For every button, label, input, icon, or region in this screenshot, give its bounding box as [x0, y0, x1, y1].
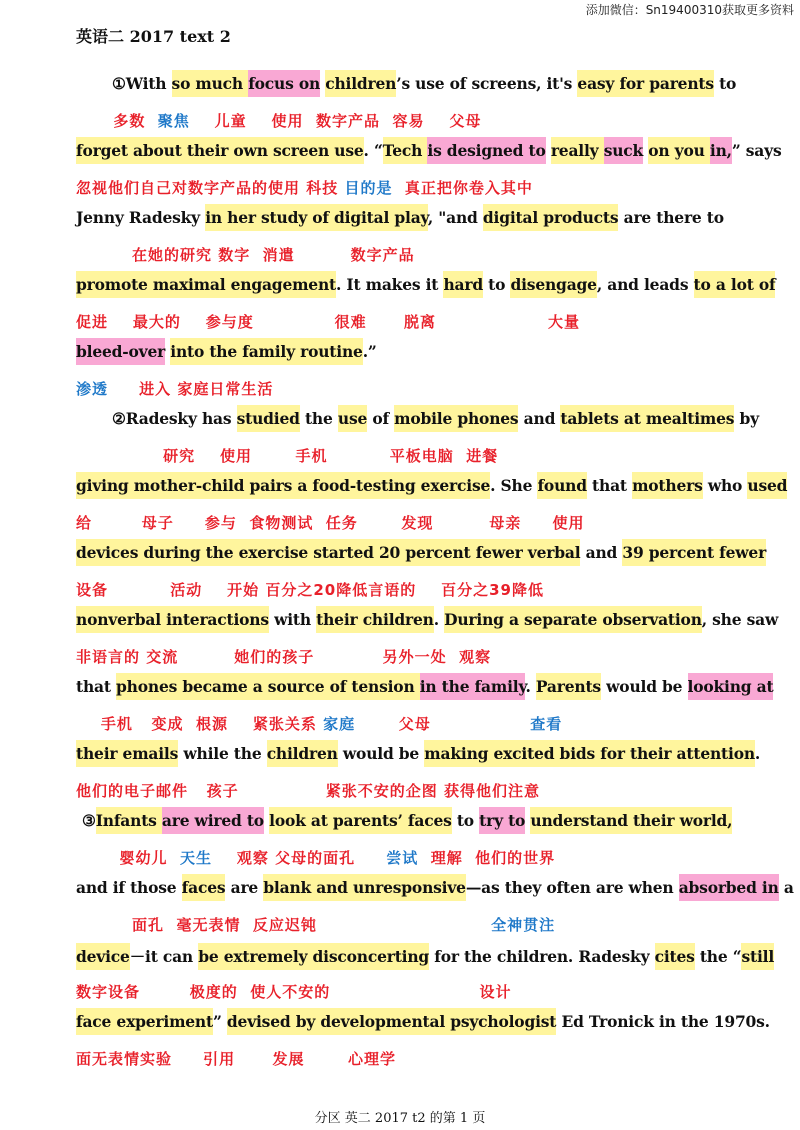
text-segment: bleed-over — [76, 338, 165, 365]
english-line — [76, 208, 724, 227]
annotation-segment: 多数 — [76, 112, 158, 130]
text-segment: face experiment — [76, 1008, 213, 1035]
text-segment: that — [586, 476, 633, 495]
text-segment: the “ — [694, 947, 742, 966]
text-segment: with — [268, 610, 317, 629]
text-segment: that — [76, 677, 117, 696]
text-segment: focus on — [248, 70, 320, 97]
english-line — [76, 1012, 770, 1031]
text-segment: device — [76, 943, 130, 970]
annotation-segment: 他们的电子邮件 孩子 紧张不安的企图 获得他们注意 — [76, 782, 541, 800]
annotation-segment: 真正把你卷入其中 — [392, 179, 533, 197]
text-segment: and if those — [76, 878, 182, 897]
text-segment: ” says — [731, 141, 782, 160]
text-segment: who — [702, 476, 748, 495]
english-line — [112, 409, 759, 428]
text-segment: to — [482, 275, 511, 294]
annotation-segment: 父母 — [355, 715, 531, 733]
annotation-segment: 在她的研究 数字 消遣 数字产品 — [76, 246, 415, 264]
annotation-segment: 给 母子 参与 食物测试 任务 发现 母亲 使用 — [76, 514, 585, 532]
text-segment: easy for parents — [577, 70, 713, 97]
text-segment: really — [551, 137, 604, 164]
text-segment: used — [747, 472, 787, 499]
text-segment: in her study of digital play — [205, 204, 428, 231]
chinese-annotation-line — [76, 110, 481, 131]
annotation-segment: 忽视他们自己对数字产品的使用 科技 — [76, 179, 345, 197]
text-segment: devices during the exercise started 20 percent fewer verbal — [76, 539, 580, 566]
chinese-annotation-line — [76, 981, 512, 1002]
english-line — [82, 811, 732, 830]
annotation-segment: 研究 使用 手机 平板电脑 进餐 — [76, 447, 499, 465]
text-segment: During a separate observation — [444, 606, 702, 633]
text-segment: is designed to — [427, 137, 545, 164]
english-line — [76, 342, 377, 361]
annotation-segment: 非语言的 交流 她们的孩子 另外一处 观察 — [76, 648, 492, 666]
chinese-annotation-line — [76, 847, 555, 868]
text-segment: so much — [172, 70, 249, 97]
text-segment: giving mother-child pairs a food-testing exercise — [76, 472, 490, 499]
annotation-segment: 天生 — [180, 849, 213, 867]
text-segment: understand their world, — [530, 807, 732, 834]
chinese-annotation-line — [76, 1048, 396, 1069]
text-segment: look at parents’ faces — [269, 807, 452, 834]
top-note: 添加微信：Sn19400310获取更多资料 — [585, 3, 794, 17]
annotation-segment: 理解 他们的世界 — [418, 849, 556, 867]
text-segment: －it can — [129, 947, 199, 966]
text-segment: disengage — [510, 271, 596, 298]
text-segment: ①With — [112, 74, 172, 93]
text-segment: making excited bids for their attention — [424, 740, 755, 767]
text-segment: use — [338, 405, 367, 432]
text-segment: , "and — [427, 208, 483, 227]
chinese-annotation-line — [76, 244, 415, 265]
text-segment: into the family routine — [170, 338, 362, 365]
annotation-segment: 尝试 — [386, 849, 419, 867]
annotation-segment: 促进 最大的 参与度 很难 脱离 大量 — [76, 313, 580, 331]
text-segment: while the — [178, 744, 267, 763]
text-segment: Infants — [96, 807, 162, 834]
text-segment: devised by developmental psychologist — [227, 1008, 556, 1035]
text-segment: . “ — [363, 141, 383, 160]
text-segment: phones became a source of tension — [116, 673, 420, 700]
annotation-segment: 查看 — [530, 715, 563, 733]
english-line — [76, 744, 760, 763]
english-line — [76, 945, 774, 967]
chinese-annotation-line — [76, 512, 584, 533]
annotation-segment: 目的是 — [344, 179, 393, 197]
text-segment: , she saw — [701, 610, 779, 629]
chinese-annotation-line — [76, 177, 533, 198]
text-segment: Jenny Radesky — [76, 208, 206, 227]
annotation-segment: 手机 变成 根源 紧张关系 — [76, 715, 324, 733]
page-footer: 分区 英二 2017 t2 的第 1 页 — [314, 1111, 486, 1126]
annotation-segment: 观察 父母的面孔 — [212, 849, 387, 867]
text-segment: .” — [362, 342, 377, 361]
text-segment: in the family — [420, 673, 526, 700]
text-segment: to a lot of — [694, 271, 776, 298]
english-line — [76, 141, 781, 160]
text-segment: promote maximal engagement — [76, 271, 336, 298]
chinese-annotation-line — [76, 780, 540, 801]
text-segment: faces — [182, 874, 226, 901]
text-segment: a — [778, 878, 794, 897]
chinese-annotation-line — [76, 579, 544, 600]
annotation-segment: 渗透 — [76, 380, 109, 398]
text-segment: absorbed in — [679, 874, 779, 901]
text-segment: mobile phones — [394, 405, 518, 432]
text-segment: by — [734, 409, 759, 428]
text-segment: the — [299, 409, 338, 428]
text-segment: found — [537, 472, 586, 499]
text-segment: would be — [600, 677, 688, 696]
text-segment: blank and unresponsive — [263, 874, 466, 901]
text-segment: . She — [490, 476, 538, 495]
text-segment: Parents — [536, 673, 601, 700]
chinese-annotation-line — [76, 445, 498, 466]
english-line — [76, 878, 794, 897]
text-segment: —as they often are when — [465, 878, 679, 897]
text-segment: still — [741, 943, 774, 970]
annotation-segment: 设备 活动 开始 百分之20降低言语的 百分之39降低 — [76, 581, 544, 599]
chinese-annotation-line — [76, 713, 562, 734]
chinese-annotation-line — [76, 646, 491, 667]
text-segment: forget about their own screen use — [76, 137, 364, 164]
text-segment: studied — [237, 405, 300, 432]
text-segment: , and leads — [596, 275, 694, 294]
text-segment: hard — [443, 271, 483, 298]
text-segment: 39 percent fewer — [622, 539, 766, 566]
annotation-segment: 家庭 — [323, 715, 356, 733]
text-segment: their children — [316, 606, 434, 633]
annotation-segment: 面无表情实验 引用 发展 心理学 — [76, 1050, 397, 1068]
annotation-segment: 婴幼儿 — [76, 849, 180, 867]
english-line — [76, 677, 773, 696]
annotation-segment: 数字设备 极度的 使人不安的 设计 — [76, 983, 512, 1001]
text-segment: on you — [648, 137, 710, 164]
text-segment: are there to — [618, 208, 724, 227]
english-line — [112, 74, 736, 93]
text-segment: to — [451, 811, 480, 830]
text-segment: ’s use of screens, it's — [396, 74, 578, 93]
english-line — [76, 543, 766, 562]
text-segment: be extremely disconcerting — [198, 943, 429, 970]
text-segment: tablets at mealtimes — [560, 405, 734, 432]
text-segment: and — [518, 409, 561, 428]
text-segment: children — [325, 70, 396, 97]
annotation-segment: 儿童 使用 数字产品 容易 父母 — [214, 112, 482, 130]
text-segment: children — [267, 740, 338, 767]
text-segment: looking at — [688, 673, 774, 700]
text-segment: their emails — [76, 740, 178, 767]
english-line — [76, 275, 775, 294]
text-segment: . — [754, 744, 761, 763]
annotation-segment: 全神贯注 — [491, 916, 556, 934]
text-segment: of — [367, 409, 395, 428]
text-segment: Ed Tronick in the 1970s. — [556, 1012, 770, 1031]
text-segment: . It makes it — [336, 275, 444, 294]
text-segment: and — [580, 543, 623, 562]
text-segment: . — [525, 677, 536, 696]
text-segment: digital products — [483, 204, 619, 231]
text-segment: cites — [655, 943, 695, 970]
annotation-segment: 进入 家庭日常生活 — [108, 380, 274, 398]
english-line — [76, 610, 778, 629]
text-segment: in, — [710, 137, 732, 164]
text-segment: for the children. Radesky — [429, 947, 655, 966]
text-segment: are wired to — [162, 807, 264, 834]
annotation-segment: 面孔 毫无表情 反应迟钝 — [76, 916, 492, 934]
text-segment: ” — [212, 1012, 227, 1031]
text-segment: . — [433, 610, 445, 629]
text-segment: would be — [337, 744, 425, 763]
page-title: 英语二 2017 text 2 — [76, 27, 231, 46]
chinese-annotation-line — [76, 914, 555, 935]
text-segment: ②Radesky has — [112, 409, 237, 428]
chinese-annotation-line — [76, 311, 580, 332]
text-segment: suck — [604, 137, 643, 164]
text-segment: Tech — [383, 137, 428, 164]
text-segment: nonverbal interactions — [76, 606, 269, 633]
text-segment: mothers — [632, 472, 703, 499]
text-segment: try to — [479, 807, 525, 834]
annotation-segment: 聚焦 — [157, 112, 215, 130]
text-segment: ③ — [82, 811, 96, 830]
text-segment: are — [225, 878, 264, 897]
chinese-annotation-line — [76, 378, 273, 399]
english-line — [76, 476, 787, 495]
text-segment: to — [713, 74, 737, 93]
